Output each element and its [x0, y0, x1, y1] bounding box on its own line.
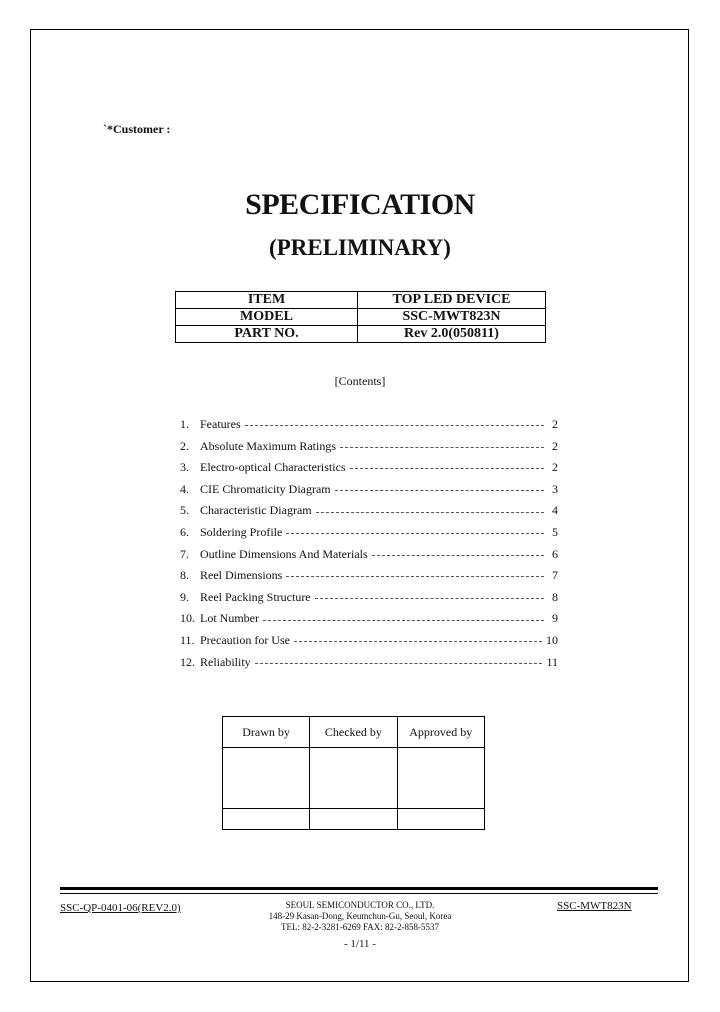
toc-leader — [315, 598, 544, 599]
toc-label: Electro-optical Characteristics — [200, 460, 346, 475]
toc-item[interactable] — [180, 652, 558, 674]
toc-label: Reliability — [200, 654, 251, 669]
toc-page: 7 — [552, 568, 558, 583]
drawn-by-date — [223, 809, 310, 830]
toc-item[interactable] — [180, 544, 558, 566]
toc-label: Reel Packing Structure — [200, 589, 311, 604]
toc-leader — [245, 425, 544, 426]
table-row — [223, 717, 485, 748]
toc-number: 8. — [180, 568, 189, 583]
table-row — [176, 292, 546, 309]
company-contact: TEL: 82-2-3281-6269 FAX: 82-2-858-5537 — [280, 922, 440, 932]
table-row — [223, 809, 485, 830]
signoff-table — [222, 716, 485, 830]
customer-label: `*Customer : — [103, 122, 171, 136]
toc-number: 12. — [180, 654, 195, 669]
toc-number: 6. — [180, 524, 189, 539]
toc-number: 2. — [180, 438, 189, 453]
toc-page: 11 — [546, 654, 558, 669]
part-no-value: Rev 2.0(050811) — [358, 326, 546, 343]
toc-number: 10. — [180, 611, 195, 626]
toc-item[interactable] — [180, 608, 558, 630]
toc-page: 6 — [552, 546, 558, 561]
toc-number: 5. — [180, 503, 189, 518]
toc-item[interactable] — [180, 414, 558, 436]
toc-leader — [286, 576, 544, 577]
toc-leader — [294, 641, 542, 642]
toc-leader — [286, 533, 544, 534]
checked-by-signature — [310, 748, 397, 809]
toc-label: Characteristic Diagram — [200, 503, 312, 518]
checked-by-date — [310, 809, 397, 830]
company-name: SEOUL SEMICONDUCTOR CO., LTD. — [285, 900, 435, 910]
toc-label: Absolute Maximum Ratings — [200, 438, 336, 453]
toc-leader — [316, 512, 544, 513]
toc-page: 2 — [552, 460, 558, 475]
table-row — [176, 326, 546, 343]
toc-leader — [335, 490, 544, 491]
toc-page: 9 — [552, 611, 558, 626]
toc-leader — [263, 620, 544, 621]
toc-number: 4. — [180, 481, 189, 496]
toc-page: 5 — [552, 524, 558, 539]
toc-page: 3 — [552, 481, 558, 496]
toc-item[interactable] — [180, 436, 558, 458]
approved-by-date — [397, 809, 484, 830]
toc-page: 2 — [552, 438, 558, 453]
toc-item[interactable] — [180, 522, 558, 544]
toc-label: Lot Number — [200, 611, 259, 626]
drawn-by-header: Drawn by — [223, 717, 310, 748]
toc-label: Reel Dimensions — [200, 568, 283, 583]
footer-divider-thin — [60, 893, 658, 894]
table-row — [176, 309, 546, 326]
toc-number: 1. — [180, 417, 189, 431]
toc-label: Features — [200, 417, 241, 431]
table-of-contents — [180, 414, 558, 673]
toc-item[interactable] — [180, 479, 558, 501]
toc-leader — [255, 663, 543, 664]
approved-by-header: Approved by — [397, 717, 484, 748]
toc-item[interactable] — [180, 565, 558, 587]
footer-model: SSC-MWT823N — [557, 900, 632, 912]
item-label: ITEM — [176, 292, 358, 309]
toc-page: 4 — [552, 503, 558, 518]
toc-leader — [372, 555, 544, 556]
document-title: SPECIFICATION — [245, 188, 475, 221]
page-number: - 1/11 - — [344, 938, 376, 950]
toc-number: 9. — [180, 589, 189, 604]
model-value: SSC-MWT823N — [358, 309, 546, 326]
toc-page: 10 — [546, 632, 558, 647]
toc-label: Soldering Profile — [200, 524, 283, 539]
toc-page: 8 — [552, 589, 558, 604]
toc-page: 2 — [552, 417, 558, 431]
toc-item[interactable] — [180, 587, 558, 609]
checked-by-header: Checked by — [310, 717, 397, 748]
toc-label: CIE Chromaticity Diagram — [200, 481, 331, 496]
toc-number: 11. — [180, 632, 195, 647]
toc-number: 7. — [180, 546, 189, 561]
toc-item[interactable] — [180, 457, 558, 479]
toc-leader — [340, 447, 544, 448]
info-table — [175, 291, 546, 343]
toc-item[interactable] — [180, 500, 558, 522]
company-address: 148-29 Kasan-Dong, Keumchun-Gu, Seoul, Korea — [268, 911, 452, 921]
toc-item[interactable] — [180, 630, 558, 652]
part-no-label: PART NO. — [176, 326, 358, 343]
contents-heading: [Contents] — [334, 374, 386, 388]
toc-label: Precaution for Use — [200, 632, 290, 647]
toc-label: Outline Dimensions And Materials — [200, 546, 368, 561]
document-code: SSC-QP-0401-06(REV2.0) — [60, 902, 181, 914]
approved-by-signature — [397, 748, 484, 809]
table-row — [223, 748, 485, 809]
item-value: TOP LED DEVICE — [358, 292, 546, 309]
model-label: MODEL — [176, 309, 358, 326]
footer-divider — [60, 887, 658, 890]
document-subtitle: (PRELIMINARY) — [269, 235, 451, 260]
drawn-by-signature — [223, 748, 310, 809]
company-info — [230, 900, 490, 933]
toc-leader — [350, 468, 544, 469]
toc-number: 3. — [180, 460, 189, 475]
